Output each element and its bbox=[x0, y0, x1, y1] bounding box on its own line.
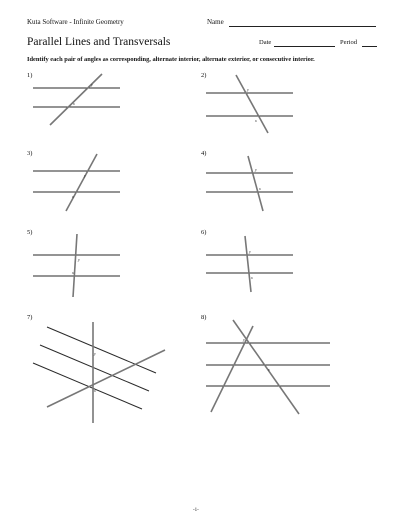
angle-label: y bbox=[91, 82, 93, 87]
problem-1-number: 1) bbox=[27, 72, 33, 79]
angle-label: x bbox=[255, 118, 257, 123]
angle-label: y bbox=[255, 167, 257, 172]
instructions: Identify each pair of angles as corresponding, alternate interior, alternate exterior, or consecutive interior. bbox=[27, 56, 315, 63]
problem-5-number: 5) bbox=[27, 229, 33, 236]
problem-6-number: 6) bbox=[201, 229, 207, 236]
transversal-line bbox=[233, 320, 299, 414]
angle-label: x bbox=[73, 101, 75, 106]
angle-label: y bbox=[243, 337, 245, 342]
problem-7-number: 7) bbox=[27, 314, 33, 321]
software-label: Kuta Software - Infinite Geometry bbox=[27, 18, 124, 26]
angle-label: x bbox=[251, 275, 253, 280]
angle-label: y bbox=[94, 351, 96, 356]
problem-2-number: 2) bbox=[201, 72, 207, 79]
angle-label: x bbox=[268, 367, 270, 372]
problem-8-number: 8) bbox=[201, 314, 207, 321]
name-label: Name bbox=[207, 18, 224, 26]
period-label: Period bbox=[340, 39, 357, 46]
angle-label: y bbox=[247, 87, 249, 92]
angle-label: y bbox=[78, 257, 80, 262]
angle-label: y bbox=[249, 249, 251, 254]
worksheet-title: Parallel Lines and Transversals bbox=[27, 36, 171, 48]
angle-label: x bbox=[72, 270, 74, 275]
date-label: Date bbox=[259, 39, 272, 46]
angle-label: y bbox=[84, 173, 86, 178]
page-number: -1- bbox=[193, 508, 199, 513]
problem-4-number: 4) bbox=[201, 150, 207, 157]
problem-3-number: 3) bbox=[27, 150, 33, 157]
angle-label: x bbox=[72, 194, 74, 199]
angle-label: x bbox=[259, 186, 261, 191]
angle-label: x bbox=[94, 388, 96, 393]
